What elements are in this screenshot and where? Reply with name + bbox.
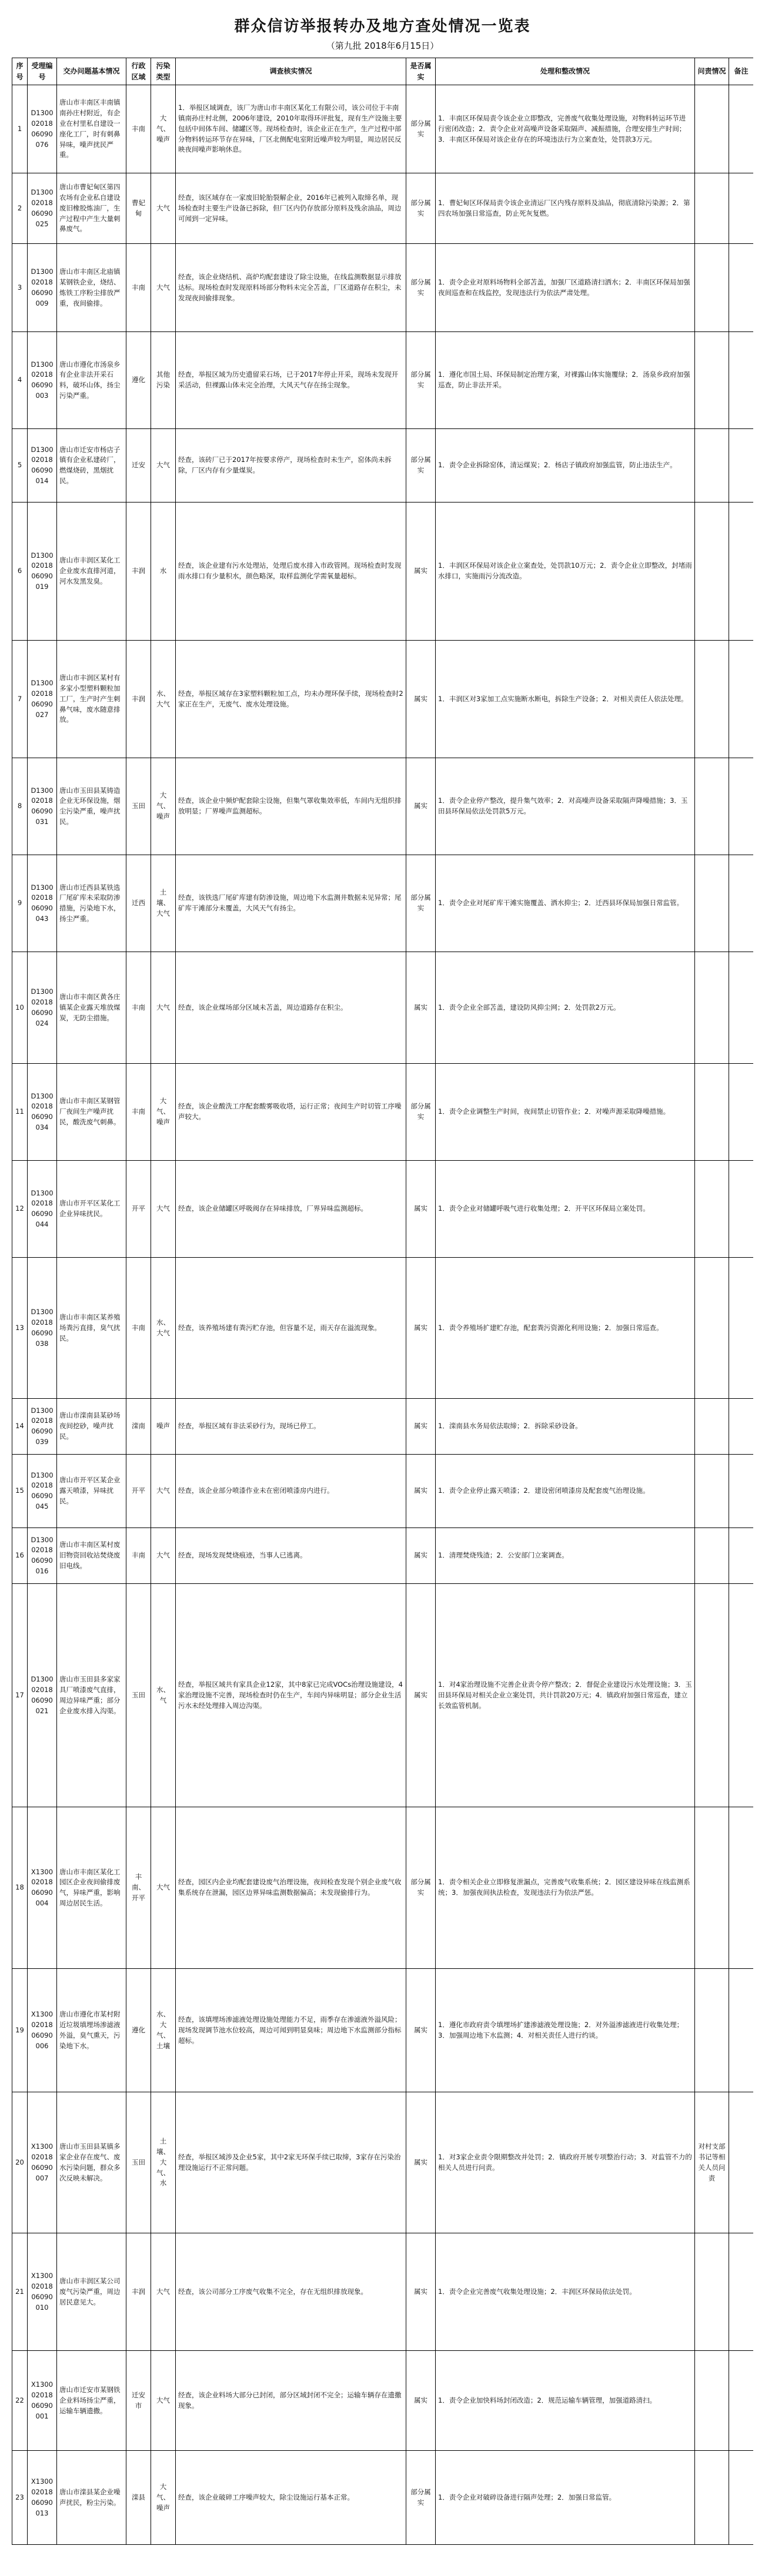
row-no: 22 xyxy=(12,2351,28,2451)
row-handling: 1．遵化市国土局、环保局制定治理方案，对裸露山体实施覆绿；2．汤泉乡政府加强巡查，防止非法开采。 xyxy=(436,332,695,429)
row-remark xyxy=(729,1807,754,1969)
row-type: 大气、噪声 xyxy=(151,2451,176,2545)
row-investigation: 经查，该企业储罐区呼吸阀存在异味排放，厂界异味监测超标。 xyxy=(176,1161,406,1258)
col-header-no: 序号 xyxy=(12,58,28,85)
row-issue: 唐山市滦县某企业噪声扰民，粉尘污染。 xyxy=(57,2451,126,2545)
row-region: 丰南 xyxy=(126,1258,151,1399)
row-id: D13000201806090025 xyxy=(28,173,57,244)
row-id: D13000201806090027 xyxy=(28,641,57,758)
row-no: 10 xyxy=(12,952,28,1064)
row-type: 大气 xyxy=(151,1161,176,1258)
table-row xyxy=(12,173,754,244)
row-remark xyxy=(729,173,754,244)
row-investigation: 经查，该砖厂已于2017年按要求停产，现场检查时未生产，窑体尚未拆除，厂区内存有少量煤炭。 xyxy=(176,429,406,503)
row-id: X13000201806090004 xyxy=(28,1807,57,1969)
row-remark xyxy=(729,641,754,758)
row-region: 滦县 xyxy=(126,2451,151,2545)
table-row xyxy=(12,758,754,855)
row-accountability xyxy=(695,1528,729,1584)
row-id: X13000201806090010 xyxy=(28,2233,57,2351)
row-handling: 1．责令企业停产整改，提升集气效率；2．对高噪声设备采取隔声降噪措施；3．玉田县环保局依法处罚款5万元。 xyxy=(436,758,695,855)
row-id: D13000201806090024 xyxy=(28,952,57,1064)
col-header-investigation: 调查核实情况 xyxy=(176,58,406,85)
row-investigation: 经查，该企业酸洗工序配套酸雾吸收塔，运行正常；夜间生产时切管工序噪声较大。 xyxy=(176,1064,406,1161)
table-row xyxy=(12,1455,754,1528)
row-verified: 部分属实 xyxy=(406,173,436,244)
row-investigation: 1．举报区域调查，该厂为唐山市丰南区某化工有限公司，该公司位于丰南镇南孙庄村北侧，2006年建设，2010年取得环评批复，现有生产设施主要包括中间体车间、储罐区等。现场检查时，该企业正在生产，生产过程中部分物料转运环节存在异味，厂区北侧配电室附近噪声较为明显，周边居民反映夜间噪声影响休息。 xyxy=(176,85,406,173)
row-issue: 唐山市丰南区北庙镇某钢铁企业，烧结、炼铁工序粉尘排放严重，夜间偷排。 xyxy=(57,244,126,332)
row-issue: 唐山市丰南区某钢管厂夜间生产噪声扰民，酸洗废气刺鼻。 xyxy=(57,1064,126,1161)
row-no: 1 xyxy=(12,85,28,173)
row-investigation: 经查，该铁选厂尾矿库建有防渗设施，周边地下水监测井数据未见异常；尾矿库干滩部分未覆盖，大风天气有扬尘。 xyxy=(176,855,406,952)
row-no: 14 xyxy=(12,1399,28,1455)
row-accountability xyxy=(695,244,729,332)
table-row xyxy=(12,1258,754,1399)
row-no: 15 xyxy=(12,1455,28,1528)
row-issue: 唐山市丰南区某化工园区企业夜间偷排废气，异味严重，影响周边居民生活。 xyxy=(57,1807,126,1969)
row-handling: 1．责令企业对破碎设备进行隔声处理；2．加强日常监管。 xyxy=(436,2451,695,2545)
row-remark xyxy=(729,1161,754,1258)
row-issue: 唐山市开平区某化工企业异味扰民。 xyxy=(57,1161,126,1258)
row-issue: 唐山市丰南区黄各庄镇某企业露天堆放煤炭，无防尘措施。 xyxy=(57,952,126,1064)
row-accountability xyxy=(695,1807,729,1969)
row-type: 大气、噪声 xyxy=(151,85,176,173)
row-accountability xyxy=(695,1969,729,2092)
col-header-type: 污染类型 xyxy=(151,58,176,85)
row-investigation: 经查，该公司部分工序废气收集不完全，存在无组织排放现象。 xyxy=(176,2233,406,2351)
row-verified: 属实 xyxy=(406,1528,436,1584)
row-remark xyxy=(729,2092,754,2233)
row-handling: 1．丰润区对3家加工点实施断水断电，拆除生产设备；2．对相关责任人依法处理。 xyxy=(436,641,695,758)
row-no: 13 xyxy=(12,1258,28,1399)
row-id: D13000201806090039 xyxy=(28,1399,57,1455)
row-id: D13000201806090038 xyxy=(28,1258,57,1399)
row-region: 丰南 xyxy=(126,244,151,332)
row-investigation: 经查，该企业料场大部分已封闭，部分区域封闭不完全；运输车辆存在遗撒现象。 xyxy=(176,2351,406,2451)
row-investigation: 经查，举报区域涉及企业5家，其中2家无环保手续已取缔，3家存在污染治理设施运行不正常问题。 xyxy=(176,2092,406,2233)
row-issue: 唐山市玉田县某镇多家企业存在废气、废水污染问题，群众多次反映未解决。 xyxy=(57,2092,126,2233)
row-verified: 部分属实 xyxy=(406,1807,436,1969)
row-no: 23 xyxy=(12,2451,28,2545)
row-verified: 部分属实 xyxy=(406,1064,436,1161)
row-handling: 1．责令企业对尾矿库干滩实施覆盖、洒水抑尘；2．迁西县环保局加强日常监管。 xyxy=(436,855,695,952)
row-accountability xyxy=(695,1584,729,1807)
row-region: 丰南 xyxy=(126,85,151,173)
row-region: 玉田 xyxy=(126,758,151,855)
row-verified: 部分属实 xyxy=(406,332,436,429)
table-row xyxy=(12,1807,754,1969)
row-region: 迁西 xyxy=(126,855,151,952)
table-row xyxy=(12,1064,754,1161)
row-remark xyxy=(729,332,754,429)
row-handling: 1．责令企业完善废气收集处理设施；2．丰润区环保局依法处罚。 xyxy=(436,2233,695,2351)
table-row xyxy=(12,641,754,758)
row-id: D13000201806090009 xyxy=(28,244,57,332)
row-handling: 1．遵化市政府责令填埋场扩建渗滤液处理设施；2．对外溢渗滤液进行收集处理；3．加强周边地下水监测；4．对相关责任人进行约谈。 xyxy=(436,1969,695,2092)
row-investigation: 经查，园区内企业均配套建设废气治理设施，夜间检查发现个别企业废气收集系统存在泄漏，园区边界异味监测数据偏高；未发现偷排行为。 xyxy=(176,1807,406,1969)
row-verified: 属实 xyxy=(406,1161,436,1258)
table-row xyxy=(12,2451,754,2545)
row-verified: 属实 xyxy=(406,1258,436,1399)
row-type: 水、大气 xyxy=(151,1258,176,1399)
row-handling: 1．责令企业调整生产时间，夜间禁止切管作业；2．对噪声源采取降噪措施。 xyxy=(436,1064,695,1161)
report-page xyxy=(12,0,753,2557)
row-investigation: 经查，该养殖场建有粪污贮存池，但容量不足，雨天存在溢流现象。 xyxy=(176,1258,406,1399)
row-handling: 1．责令企业对储罐呼吸气进行收集处理；2．开平区环保局立案处罚。 xyxy=(436,1161,695,1258)
row-type: 水、大气 xyxy=(151,641,176,758)
row-accountability xyxy=(695,85,729,173)
row-investigation: 经查，该填埋场渗滤液处理设施处理能力不足，雨季存在渗滤液外溢风险；现场发现调节池水位较高，周边可闻到明显臭味；周边地下水监测部分指标超标。 xyxy=(176,1969,406,2092)
row-handling: 1．对3家企业责令限期整改并处罚；2．镇政府开展专项整治行动；3．对监管不力的相关人员进行问责。 xyxy=(436,2092,695,2233)
row-issue: 唐山市玉田县某铸造企业无环保设施，烟尘污染严重，噪声扰民。 xyxy=(57,758,126,855)
table-body xyxy=(12,85,754,2545)
table-row xyxy=(12,2351,754,2451)
row-investigation: 经查，举报区域共有家具企业12家，其中8家已完成VOCs治理设施建设，4家治理设施不完善，现场检查时仍在生产，车间内异味明显；部分企业生活污水未经处理排入周边沟渠。 xyxy=(176,1584,406,1807)
row-issue: 唐山市遵化市汤泉乡有企业非法开采石料，破坏山体，扬尘污染严重。 xyxy=(57,332,126,429)
table-row xyxy=(12,952,754,1064)
row-handling: 1．对4家治理设施不完善企业责令停产整改；2．督促企业建设污水处理设施；3．玉田县环保局对相关企业立案处罚，共计罚款20万元；4．镇政府加强日常巡查，建立长效监管机制。 xyxy=(436,1584,695,1807)
row-accountability xyxy=(695,1455,729,1528)
row-issue: 唐山市丰润区某化工企业废水直排河道，河水发黑发臭。 xyxy=(57,503,126,641)
row-id: X13000201806090013 xyxy=(28,2451,57,2545)
row-investigation: 经查，举报区域有非法采砂行为，现场已停工。 xyxy=(176,1399,406,1455)
row-issue: 唐山市迁安市某钢铁企业料场扬尘严重，运输车辆遗撒。 xyxy=(57,2351,126,2451)
row-investigation: 经查，该区域存在一家废旧轮胎裂解企业，2016年已被列入取缔名单，现场检查时主要生产设备已拆除，但厂区内仍存放部分原料及残余油品，周边可闻到一定异味。 xyxy=(176,173,406,244)
row-investigation: 经查，举报区域存在3家塑料颗粒加工点，均未办理环保手续，现场检查时2家正在生产，无废气、废水处理设施。 xyxy=(176,641,406,758)
table-row xyxy=(12,85,754,173)
row-accountability xyxy=(695,641,729,758)
row-region: 玉田 xyxy=(126,2092,151,2233)
row-id: D13000201806090014 xyxy=(28,429,57,503)
row-region: 丰润 xyxy=(126,503,151,641)
row-accountability xyxy=(695,855,729,952)
row-id: D13000201806090016 xyxy=(28,1528,57,1584)
row-handling: 1．丰南区环保局责令该企业立即整改，完善废气收集处理设施，对物料转运环节进行密闭改造；2．责令企业对高噪声设备采取隔声、减振措施，合理安排生产时间；3．丰南区环保局对该企业存在的环境违法行为立案查处，处罚款3万元。 xyxy=(436,85,695,173)
row-handling: 1．清理焚烧残渣；2．公安部门立案调查。 xyxy=(436,1528,695,1584)
row-accountability xyxy=(695,952,729,1064)
row-remark xyxy=(729,85,754,173)
row-id: X13000201806090007 xyxy=(28,2092,57,2233)
row-issue: 唐山市玉田县多家家具厂喷漆废气直排，周边异味严重；部分企业废水排入沟渠。 xyxy=(57,1584,126,1807)
row-verified: 部分属实 xyxy=(406,429,436,503)
row-no: 11 xyxy=(12,1064,28,1161)
row-verified: 属实 xyxy=(406,1584,436,1807)
row-investigation: 经查，该企业破碎工序噪声较大，除尘设施运行基本正常。 xyxy=(176,2451,406,2545)
row-remark xyxy=(729,1969,754,2092)
row-id: D13000201806090076 xyxy=(28,85,57,173)
row-region: 丰南 xyxy=(126,952,151,1064)
row-accountability xyxy=(695,2233,729,2351)
row-handling: 1．滦南县水务局依法取缔；2．拆除采砂设备。 xyxy=(436,1399,695,1455)
row-verified: 属实 xyxy=(406,2233,436,2351)
row-handling: 1．责令企业对原料场物料全部苫盖，加强厂区道路清扫洒水；2．丰南区环保局加强夜间巡查和在线监控，发现违法行为依法严肃处理。 xyxy=(436,244,695,332)
row-type: 水、气 xyxy=(151,1584,176,1807)
row-investigation: 经查，该企业部分喷漆作业未在密闭喷漆房内进行。 xyxy=(176,1455,406,1528)
row-accountability xyxy=(695,758,729,855)
row-type: 大气、噪声 xyxy=(151,1064,176,1161)
row-issue: 唐山市迁安市杨店子镇有企业私建砖厂，燃煤烧砖，黑烟扰民。 xyxy=(57,429,126,503)
row-id: D13000201806090045 xyxy=(28,1455,57,1528)
row-type: 土壤、大气、水 xyxy=(151,2092,176,2233)
row-accountability xyxy=(695,2451,729,2545)
col-header-remark: 备注 xyxy=(729,58,754,85)
row-accountability xyxy=(695,2351,729,2451)
table-row xyxy=(12,332,754,429)
row-type: 大气 xyxy=(151,1807,176,1969)
row-investigation: 经查，该企业中频炉配套除尘设施，但集气罩收集效率低，车间内无组织排放明显；厂界噪声监测超标。 xyxy=(176,758,406,855)
row-region: 丰南 xyxy=(126,1528,151,1584)
row-remark xyxy=(729,758,754,855)
row-accountability xyxy=(695,173,729,244)
row-type: 大气 xyxy=(151,2233,176,2351)
col-header-verified: 是否属实 xyxy=(406,58,436,85)
row-verified: 部分属实 xyxy=(406,855,436,952)
row-remark xyxy=(729,952,754,1064)
row-handling: 1．责令企业拆除窑体，清运煤炭；2．杨店子镇政府加强监管，防止违法生产。 xyxy=(436,429,695,503)
row-region: 玉田 xyxy=(126,1584,151,1807)
table-row xyxy=(12,1399,754,1455)
row-verified: 部分属实 xyxy=(406,244,436,332)
row-issue: 唐山市开平区某企业露天喷漆，异味扰民。 xyxy=(57,1455,126,1528)
row-no: 19 xyxy=(12,1969,28,2092)
row-remark xyxy=(729,2351,754,2451)
row-type: 大气 xyxy=(151,173,176,244)
row-remark xyxy=(729,1399,754,1455)
row-handling: 1．责令相关企业立即修复泄漏点，完善废气收集系统；2．园区建设异味在线监测系统；3．加强夜间执法检查，发现违法行为依法严惩。 xyxy=(436,1807,695,1969)
row-remark xyxy=(729,2233,754,2351)
row-no: 16 xyxy=(12,1528,28,1584)
row-investigation: 经查，该企业煤场部分区域未苫盖，周边道路存在积尘。 xyxy=(176,952,406,1064)
row-issue: 唐山市滦南县某砂场夜间挖砂，噪声扰民。 xyxy=(57,1399,126,1455)
row-region: 丰润 xyxy=(126,641,151,758)
row-id: D13000201806090019 xyxy=(28,503,57,641)
row-region: 滦南 xyxy=(126,1399,151,1455)
row-handling: 1．责令企业全部苫盖，建设防风抑尘网；2．处罚款2万元。 xyxy=(436,952,695,1064)
row-type: 大气 xyxy=(151,244,176,332)
row-issue: 唐山市丰润区某公司废气污染严重，周边居民意见大。 xyxy=(57,2233,126,2351)
row-investigation: 经查，该企业烧结机、高炉均配套建设了除尘设施，在线监测数据显示排放达标。现场检查时发现原料场部分物料未完全苫盖，厂区道路存在积尘，未发现夜间偷排现象。 xyxy=(176,244,406,332)
row-id: D13000201806090044 xyxy=(28,1161,57,1258)
row-type: 水 xyxy=(151,503,176,641)
row-type: 水、大气、土壤 xyxy=(151,1969,176,2092)
row-issue: 唐山市迁西县某铁选厂尾矿库未采取防渗措施，污染地下水，扬尘严重。 xyxy=(57,855,126,952)
row-region: 丰南 xyxy=(126,1064,151,1161)
row-no: 20 xyxy=(12,2092,28,2233)
row-type: 大气 xyxy=(151,952,176,1064)
row-verified: 属实 xyxy=(406,1399,436,1455)
col-header-accountability: 问责情况 xyxy=(695,58,729,85)
row-investigation: 经查，该企业建有污水处理站，处理后废水排入市政管网。现场检查时发现雨水排口有少量积水，颜色略深，取样监测化学需氧量超标。 xyxy=(176,503,406,641)
table-row xyxy=(12,2092,754,2233)
row-region: 迁安 xyxy=(126,429,151,503)
row-type: 土壤、大气 xyxy=(151,855,176,952)
table-row xyxy=(12,1584,754,1807)
row-verified: 部分属实 xyxy=(406,85,436,173)
row-issue: 唐山市丰南区某村废旧物资回收站焚烧废旧电线。 xyxy=(57,1528,126,1584)
row-issue: 唐山市丰南区丰南镇南孙庄村附近，有企业在村里私自建设一座化工厂，时有刺鼻异味，噪声扰民严重。 xyxy=(57,85,126,173)
row-investigation: 经查，举报区域为历史遗留采石场，已于2017年停止开采，现场未发现开采活动，但裸露山体未完全治理，大风天气存在扬尘现象。 xyxy=(176,332,406,429)
row-remark xyxy=(729,503,754,641)
row-remark xyxy=(729,429,754,503)
row-id: D13000201806090003 xyxy=(28,332,57,429)
row-no: 8 xyxy=(12,758,28,855)
complaints-table xyxy=(12,58,753,2545)
row-handling: 1．曹妃甸区环保局责令该企业清运厂区内残存原料及油品，彻底清除污染源；2．第四农场加强日常巡查，防止死灰复燃。 xyxy=(436,173,695,244)
row-accountability: 对村支部书记等相关人员问责 xyxy=(695,2092,729,2233)
row-no: 5 xyxy=(12,429,28,503)
row-accountability xyxy=(695,429,729,503)
row-issue: 唐山市曹妃甸区第四农场有企业私自建设废旧橡胶炼油厂，生产过程中产生大量刺鼻废气。 xyxy=(57,173,126,244)
row-accountability xyxy=(695,1258,729,1399)
row-remark xyxy=(729,855,754,952)
row-type: 大气 xyxy=(151,2351,176,2451)
row-id: D13000201806090034 xyxy=(28,1064,57,1161)
row-region: 遵化 xyxy=(126,332,151,429)
row-remark xyxy=(729,1258,754,1399)
row-verified: 属实 xyxy=(406,2092,436,2233)
row-no: 18 xyxy=(12,1807,28,1969)
row-handling: 1．责令企业停止露天喷漆；2．建设密闭喷漆房及配套废气治理设施。 xyxy=(436,1455,695,1528)
row-region: 遵化 xyxy=(126,1969,151,2092)
row-region: 开平 xyxy=(126,1161,151,1258)
row-verified: 属实 xyxy=(406,1969,436,2092)
row-issue: 唐山市丰润区某村有多家小型塑料颗粒加工厂，生产时产生刺鼻气味，废水随意排放。 xyxy=(57,641,126,758)
row-verified: 属实 xyxy=(406,758,436,855)
row-type: 其他污染 xyxy=(151,332,176,429)
row-type: 大气 xyxy=(151,1528,176,1584)
row-verified: 属实 xyxy=(406,503,436,641)
row-verified: 属实 xyxy=(406,641,436,758)
row-issue: 唐山市丰南区某养殖场粪污直排，臭气扰民。 xyxy=(57,1258,126,1399)
row-handling: 1．责令企业加快料场封闭改造；2．规范运输车辆管理，加强道路清扫。 xyxy=(436,2351,695,2451)
table-row xyxy=(12,244,754,332)
row-remark xyxy=(729,1528,754,1584)
table-row xyxy=(12,1528,754,1584)
page-subtitle: （第九批 2018年6月15日） xyxy=(326,41,439,51)
row-no: 4 xyxy=(12,332,28,429)
page-title: 群众信访举报转办及地方查处情况一览表 xyxy=(234,18,531,35)
row-remark xyxy=(729,2451,754,2545)
table-row xyxy=(12,503,754,641)
row-remark xyxy=(729,1455,754,1528)
row-handling: 1．责令养殖场扩建贮存池，配套粪污资源化利用设施；2．加强日常巡查。 xyxy=(436,1258,695,1399)
row-type: 噪声 xyxy=(151,1399,176,1455)
row-type: 大气 xyxy=(151,1455,176,1528)
row-no: 6 xyxy=(12,503,28,641)
row-id: D13000201806090031 xyxy=(28,758,57,855)
row-no: 2 xyxy=(12,173,28,244)
row-type: 大气、噪声 xyxy=(151,758,176,855)
row-no: 9 xyxy=(12,855,28,952)
row-id: X13000201806090006 xyxy=(28,1969,57,2092)
table-row xyxy=(12,429,754,503)
row-accountability xyxy=(695,332,729,429)
table-row xyxy=(12,1969,754,2092)
row-accountability xyxy=(695,1064,729,1161)
row-handling: 1．丰润区环保局对该企业立案查处，处罚款10万元；2．责令企业立即整改，封堵雨水排口，实施雨污分流改造。 xyxy=(436,503,695,641)
table-row xyxy=(12,2233,754,2351)
row-verified: 部分属实 xyxy=(406,2451,436,2545)
row-region: 开平 xyxy=(126,1455,151,1528)
row-issue: 唐山市遵化市某村附近垃圾填埋场渗滤液外溢，臭气熏天，污染地下水。 xyxy=(57,1969,126,2092)
col-header-handling: 处理和整改情况 xyxy=(436,58,695,85)
row-id: D13000201806090043 xyxy=(28,855,57,952)
row-no: 17 xyxy=(12,1584,28,1807)
row-region: 丰南、开平 xyxy=(126,1807,151,1969)
col-header-issue: 交办问题基本情况 xyxy=(57,58,126,85)
row-accountability xyxy=(695,1161,729,1258)
row-no: 7 xyxy=(12,641,28,758)
table-row xyxy=(12,855,754,952)
row-no: 3 xyxy=(12,244,28,332)
row-region: 迁安市 xyxy=(126,2351,151,2451)
row-remark xyxy=(729,244,754,332)
row-remark xyxy=(729,1064,754,1161)
row-investigation: 经查，现场发现焚烧痕迹，当事人已逃离。 xyxy=(176,1528,406,1584)
row-accountability xyxy=(695,503,729,641)
row-verified: 属实 xyxy=(406,2351,436,2451)
row-verified: 属实 xyxy=(406,952,436,1064)
row-type: 大气 xyxy=(151,429,176,503)
row-verified: 属实 xyxy=(406,1455,436,1528)
row-id: D13000201806090021 xyxy=(28,1584,57,1807)
row-id: X13000201806090001 xyxy=(28,2351,57,2451)
row-region: 丰润 xyxy=(126,2233,151,2351)
row-accountability xyxy=(695,1399,729,1455)
table-row xyxy=(12,1161,754,1258)
row-remark xyxy=(729,1584,754,1807)
row-no: 12 xyxy=(12,1161,28,1258)
table-header-row xyxy=(12,58,754,85)
col-header-id: 受理编号 xyxy=(28,58,57,85)
row-no: 21 xyxy=(12,2233,28,2351)
row-region: 曹妃甸 xyxy=(126,173,151,244)
col-header-region: 行政区域 xyxy=(126,58,151,85)
